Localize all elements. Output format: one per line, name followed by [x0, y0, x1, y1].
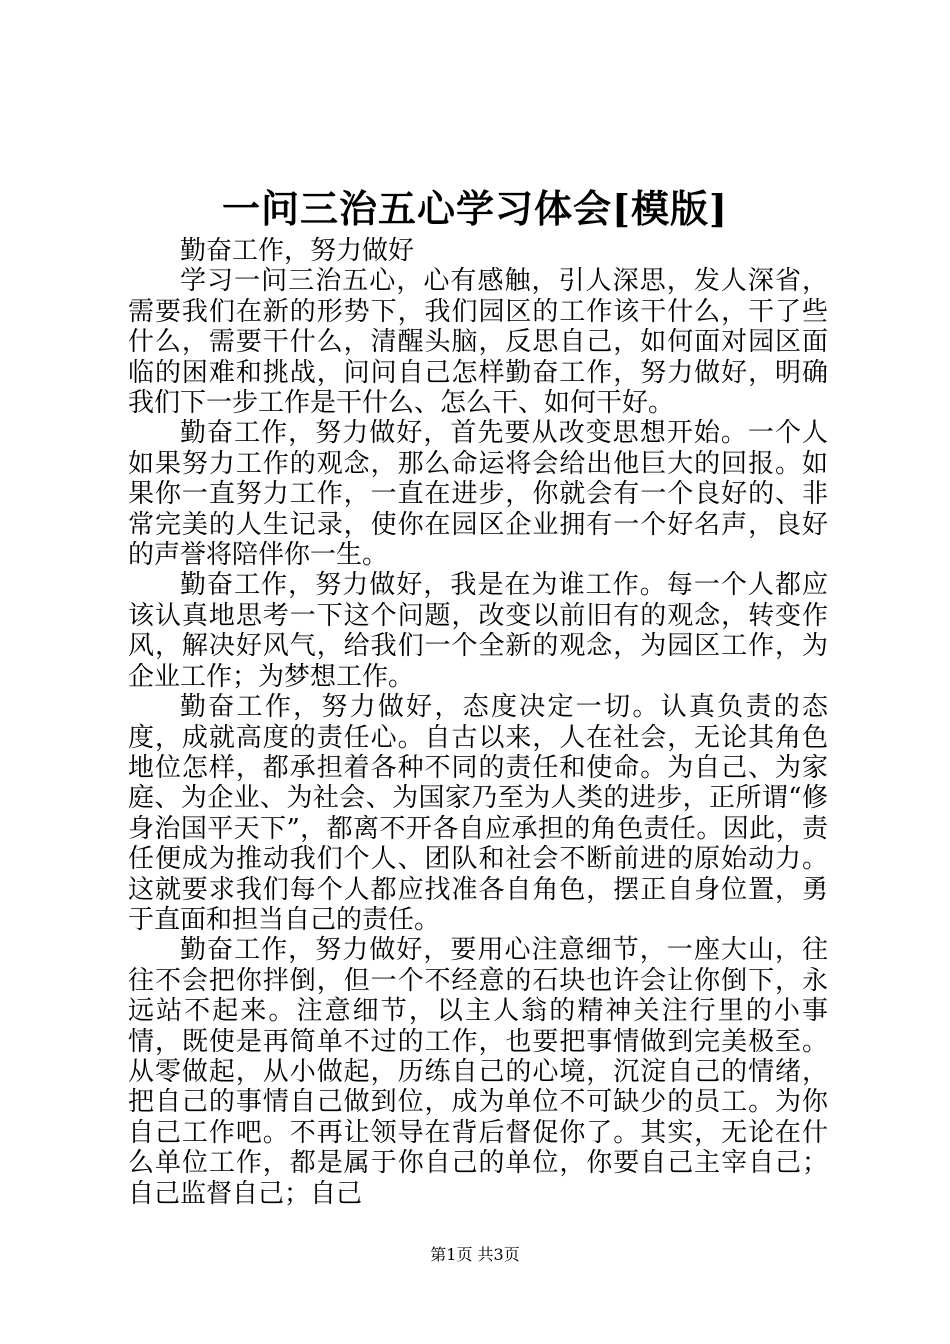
- body-paragraph: 勤奋工作，努力做好，态度决定一切。认真负责的态度，成就高度的责任心。自古以来，人在社会，无论其角色地位怎样，都承担着各种不同的责任和使命。为自己、为家庭、为企业、为社会、为国家乃至为人类的进步，正所谓“修身治国平天下”，都离不开各自应承担的角色责任。因此，责任便成为推动我们个人、团队和社会不断前进的原始动力。这就要求我们每个人都应找准各自角色，摆正自身位置，勇于直面和担当自己的责任。: [128, 692, 828, 935]
- document-title: 一问三治五心学习体会[模版]: [222, 186, 728, 231]
- body-paragraph: 勤奋工作，努力做好，首先要从改变思想开始。一个人如果努力工作的观念，那么命运将会给出他巨大的回报。如果你一直努力工作，一直在进步，你就会有一个良好的、非常完美的人生记录，使你在园区企业拥有一个好名声，良好的声誉将陪伴你一生。: [128, 418, 828, 571]
- body-paragraph: 勤奋工作，努力做好，要用心注意细节，一座大山，往往不会把你拌倒，但一个不经意的石块也许会让你倒下，永远站不起来。注意细节，以主人翁的精神关注行里的小事情，既使是再简单不过的工作，也要把事情做到完美极至。从零做起，从小做起，历练自己的心境，沉淀自己的情绪，把自己的事情自己做到位，成为单位不可缺少的员工。为你自己工作吧。不再让领导在背后督促你了。其实，无论在什么单位工作，都是属于你自己的单位，你要自己主宰自己；自己监督自己；自己: [128, 935, 828, 1209]
- body-paragraph: 学习一问三治五心，心有感触，引人深思，发人深省，需要我们在新的形势下，我们园区的工作该干什么，干了些什么，需要干什么，清醒头脑，反思自己，如何面对园区面临的困难和挑战，问问自己怎样勤奋工作，努力做好，明确我们下一步工作是干什么、怎么干、如何干好。: [128, 266, 828, 419]
- document-body: [128, 236, 828, 1209]
- body-paragraph: 勤奋工作，努力做好: [180, 236, 415, 266]
- body-paragraph: 勤奋工作，努力做好，我是在为谁工作。每一个人都应该认真地思考一下这个问题，改变以前旧有的观念，转变作风，解决好风气，给我们一个全新的观念，为园区工作，为企业工作；为梦想工作。: [128, 570, 828, 692]
- page-number-footer: 第1页 共3页: [430, 1245, 520, 1264]
